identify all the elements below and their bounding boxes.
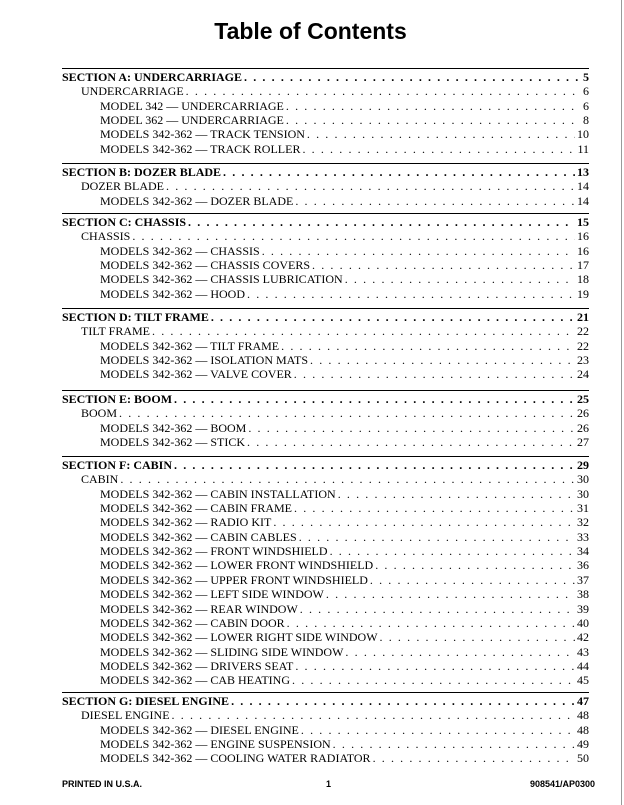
toc-page-number: 15 — [577, 215, 589, 229]
toc-subentry[interactable] — [62, 435, 589, 450]
toc-subentry[interactable] — [62, 587, 589, 602]
toc-page-number: 14 — [577, 179, 589, 193]
toc-subentry[interactable] — [62, 630, 589, 645]
toc-subentry[interactable] — [62, 602, 589, 617]
toc-entry-label: MODELS 342-362 — CABIN FRAME — [100, 501, 293, 515]
toc-entry-label: SECTION A: UNDERCARRIAGE — [62, 70, 243, 84]
toc-entry-label: MODELS 342-362 — REAR WINDOW — [100, 602, 298, 616]
toc-subentry[interactable] — [62, 515, 589, 530]
toc-page-number: 39 — [577, 602, 589, 616]
toc-entry-label: SECTION E: BOOM — [62, 392, 173, 406]
toc-entry-label: MODELS 342-362 — DIESEL ENGINE — [100, 723, 299, 737]
toc-subentry[interactable] — [62, 244, 589, 259]
toc-section-entry[interactable] — [62, 70, 589, 85]
toc-chapter-entry[interactable] — [62, 406, 589, 421]
toc-entry-label: MODELS 342-362 — ISOLATION MATS — [100, 353, 309, 367]
toc-entry-label: MODEL 362 — UNDERCARRIAGE — [100, 113, 284, 127]
dot-leader — [119, 406, 575, 421]
dot-leader — [172, 708, 575, 723]
footer-page-number: 1 — [326, 779, 332, 789]
toc-subentry[interactable] — [62, 353, 589, 368]
toc-section-entry[interactable] — [62, 458, 589, 473]
section-divider — [62, 163, 589, 164]
dot-leader — [345, 645, 575, 660]
dot-leader — [326, 587, 575, 602]
dot-leader — [120, 472, 575, 487]
dot-leader — [301, 723, 575, 738]
toc-entry-label: MODELS 342-362 — HOOD — [100, 287, 245, 301]
footer-printed-in: PRINTED IN U.S.A. — [62, 779, 143, 789]
toc-page-number: 13 — [577, 165, 589, 179]
toc-entry-label: SECTION B: DOZER BLADE — [62, 165, 222, 179]
toc-section-entry[interactable] — [62, 310, 589, 325]
toc-entry-label: CHASSIS — [81, 229, 131, 243]
toc-section-entry[interactable] — [62, 694, 589, 709]
toc-section-entry[interactable] — [62, 165, 589, 180]
section-divider — [62, 390, 589, 391]
toc-page-number: 48 — [577, 708, 589, 722]
toc-page-number: 29 — [577, 458, 589, 472]
dot-leader — [152, 324, 575, 339]
toc-entry-label: MODEL 342 — UNDERCARRIAGE — [100, 99, 284, 113]
toc-page-number: 10 — [577, 127, 589, 141]
toc-subentry[interactable] — [62, 501, 589, 516]
dot-leader — [211, 310, 575, 325]
toc-page-number: 19 — [577, 287, 589, 301]
dot-leader — [248, 421, 575, 436]
toc-entry-label: DIESEL ENGINE — [81, 708, 170, 722]
toc-entry-label: DOZER BLADE — [81, 179, 164, 193]
toc-entry-label: MODELS 342-362 — TRACK ROLLER — [100, 142, 301, 156]
toc-page-number: 37 — [577, 573, 589, 587]
toc-page-number: 18 — [577, 272, 589, 286]
dot-leader — [174, 458, 575, 473]
toc-entry-label: MODELS 342-362 — CHASSIS COVERS — [100, 258, 311, 272]
dot-leader — [312, 258, 575, 273]
toc-entry-label: MODELS 342-362 — VALVE COVER — [100, 367, 292, 381]
dot-leader — [345, 272, 575, 287]
toc-entry-label: BOOM — [81, 406, 118, 420]
section-divider — [62, 213, 589, 214]
toc-entry-label: MODELS 342-362 — COOLING WATER RADIATOR — [100, 751, 371, 765]
toc-subentry[interactable] — [62, 616, 589, 631]
toc-chapter-entry[interactable] — [62, 179, 589, 194]
toc-entry-label: MODELS 342-362 — DRIVERS SEAT — [100, 659, 294, 673]
toc-page-number: 32 — [577, 515, 589, 529]
section-divider — [62, 456, 589, 457]
dot-leader — [373, 751, 575, 766]
toc-entry-label: MODELS 342-362 — RADIO KIT — [100, 515, 272, 529]
toc-page-number: 6 — [583, 99, 589, 113]
toc-entry-label: MODELS 342-362 — CABIN INSTALLATION — [100, 487, 336, 501]
toc-subentry[interactable] — [62, 645, 589, 660]
toc-page-number: 23 — [577, 353, 589, 367]
toc-page-number: 30 — [577, 472, 589, 486]
toc-page-number: 27 — [577, 435, 589, 449]
dot-leader — [300, 602, 575, 617]
toc-page-number: 45 — [577, 673, 589, 687]
dot-leader — [166, 179, 575, 194]
dot-leader — [380, 630, 575, 645]
dot-leader — [375, 558, 575, 573]
footer-document-number: 908541/AP0300 — [530, 779, 596, 789]
toc-entry-label: MODELS 342-362 — CAB HEATING — [100, 673, 290, 687]
toc-entry-label: MODELS 342-362 — CHASSIS — [100, 244, 260, 258]
toc-page-number: 16 — [577, 229, 589, 243]
toc-subentry[interactable] — [62, 558, 589, 573]
dot-leader — [310, 353, 575, 368]
dot-leader — [307, 127, 575, 142]
toc-entry-label: MODELS 342-362 — DOZER BLADE — [100, 194, 294, 208]
dot-leader — [299, 530, 575, 545]
toc-page-number: 5 — [583, 70, 589, 84]
toc-page-number: 22 — [577, 324, 589, 338]
dot-leader — [281, 339, 575, 354]
toc-page-number: 36 — [577, 558, 589, 572]
toc-entry-label: MODELS 342-362 — BOOM — [100, 421, 247, 435]
toc-subentry[interactable] — [62, 487, 589, 502]
dot-leader — [273, 515, 575, 530]
toc-entry-label: MODELS 342-362 — SLIDING SIDE WINDOW — [100, 645, 344, 659]
toc-chapter-entry[interactable] — [62, 229, 589, 244]
toc-subentry[interactable] — [62, 751, 589, 766]
toc-page-number: 24 — [577, 367, 589, 381]
toc-subentry[interactable] — [62, 113, 589, 128]
toc-entry-label: TILT FRAME — [81, 324, 151, 338]
toc-page-number: 49 — [577, 737, 589, 751]
toc-page-number: 44 — [577, 659, 589, 673]
toc-entry-label: MODELS 342-362 — LOWER FRONT WINDSHIELD — [100, 558, 374, 572]
toc-entry-label: MODELS 342-362 — TRACK TENSION — [100, 127, 305, 141]
toc-page-number: 6 — [583, 84, 589, 98]
toc-entry-label: CABIN — [81, 472, 119, 486]
dot-leader — [287, 616, 575, 631]
toc-page-number: 14 — [577, 194, 589, 208]
toc-entry-label: MODELS 342-362 — ENGINE SUSPENSION — [100, 737, 331, 751]
dot-leader — [292, 673, 575, 688]
dot-leader — [262, 244, 575, 259]
dot-leader — [294, 501, 575, 516]
toc-page-number: 34 — [577, 544, 589, 558]
toc-page-number: 43 — [577, 645, 589, 659]
dot-leader — [188, 215, 575, 230]
toc-subentry[interactable] — [62, 737, 589, 752]
toc-subentry[interactable] — [62, 367, 589, 382]
section-divider — [62, 68, 589, 69]
dot-leader — [302, 142, 575, 157]
toc-subentry[interactable] — [62, 723, 589, 738]
toc-subentry[interactable] — [62, 194, 589, 209]
toc-page-number: 48 — [577, 723, 589, 737]
toc-page-number: 11 — [577, 142, 589, 156]
toc-page-number: 42 — [577, 630, 589, 644]
dot-leader — [286, 113, 581, 128]
toc-subentry[interactable] — [62, 127, 589, 142]
dot-leader — [247, 435, 575, 450]
dot-leader — [295, 194, 575, 209]
dot-leader — [186, 84, 581, 99]
toc-chapter-entry[interactable] — [62, 324, 589, 339]
toc-page-number: 25 — [577, 392, 589, 406]
toc-page-number: 21 — [577, 310, 589, 324]
dot-leader — [244, 70, 581, 85]
toc-section-entry[interactable] — [62, 215, 589, 230]
toc-entry-label: SECTION C: CHASSIS — [62, 215, 187, 229]
toc-entry-label: MODELS 342-362 — CHASSIS LUBRICATION — [100, 272, 343, 286]
section-divider — [62, 692, 589, 693]
dot-leader — [223, 165, 575, 180]
dot-leader — [286, 99, 581, 114]
toc-page-number: 8 — [583, 113, 589, 127]
toc-page-number: 17 — [577, 258, 589, 272]
toc-subentry[interactable] — [62, 530, 589, 545]
toc-chapter-entry[interactable] — [62, 472, 589, 487]
toc-entry-label: MODELS 342-362 — FRONT WINDSHIELD — [100, 544, 328, 558]
toc-subentry[interactable] — [62, 272, 589, 287]
dot-leader — [295, 659, 575, 674]
toc-subentry[interactable] — [62, 544, 589, 559]
toc-page-number: 47 — [577, 694, 589, 708]
toc-entry-label: SECTION F: CABIN — [62, 458, 173, 472]
dot-leader — [294, 367, 575, 382]
toc-section-entry[interactable] — [62, 392, 589, 407]
toc-page-number: 40 — [577, 616, 589, 630]
dot-leader — [370, 573, 575, 588]
dot-leader — [174, 392, 575, 407]
dot-leader — [330, 544, 575, 559]
toc-page-number: 22 — [577, 339, 589, 353]
toc-page-number: 16 — [577, 244, 589, 258]
toc-subentry[interactable] — [62, 142, 589, 157]
toc-subentry[interactable] — [62, 659, 589, 674]
toc-entry-label: UNDERCARRIAGE — [81, 84, 184, 98]
toc-entry-label: MODELS 342-362 — LOWER RIGHT SIDE WINDOW — [100, 630, 378, 644]
toc-subentry[interactable] — [62, 287, 589, 302]
toc-page-number: 38 — [577, 587, 589, 601]
toc-subentry[interactable] — [62, 339, 589, 354]
toc-subentry[interactable] — [62, 258, 589, 273]
toc-entry-label: SECTION G: DIESEL ENGINE — [62, 694, 230, 708]
toc-subentry[interactable] — [62, 99, 589, 114]
toc-entry-label: MODELS 342-362 — TILT FRAME — [100, 339, 280, 353]
toc-chapter-entry[interactable] — [62, 708, 589, 723]
toc-subentry[interactable] — [62, 421, 589, 436]
dot-leader — [132, 229, 575, 244]
toc-entry-label: MODELS 342-362 — CABIN DOOR — [100, 616, 285, 630]
toc-page-number: 33 — [577, 530, 589, 544]
dot-leader — [338, 487, 575, 502]
toc-page-number: 30 — [577, 487, 589, 501]
toc-page-number: 26 — [577, 406, 589, 420]
toc-page-number: 26 — [577, 421, 589, 435]
toc-entry-label: MODELS 342-362 — LEFT SIDE WINDOW — [100, 587, 324, 601]
dot-leader — [231, 694, 575, 709]
dot-leader — [247, 287, 575, 302]
page-title: Table of Contents — [214, 18, 407, 44]
toc-entry-label: MODELS 342-362 — UPPER FRONT WINDSHIELD — [100, 573, 368, 587]
toc-subentry[interactable] — [62, 573, 589, 588]
toc-entry-label: MODELS 342-362 — CABIN CABLES — [100, 530, 297, 544]
dot-leader — [333, 737, 575, 752]
section-divider — [62, 308, 589, 309]
toc-entry-label: SECTION D: TILT FRAME — [62, 310, 209, 324]
toc-page-number: 31 — [577, 501, 589, 515]
toc-subentry[interactable] — [62, 673, 589, 688]
toc-chapter-entry[interactable] — [62, 84, 589, 99]
toc-entry-label: MODELS 342-362 — STICK — [100, 435, 246, 449]
toc-page-number: 50 — [577, 751, 589, 765]
